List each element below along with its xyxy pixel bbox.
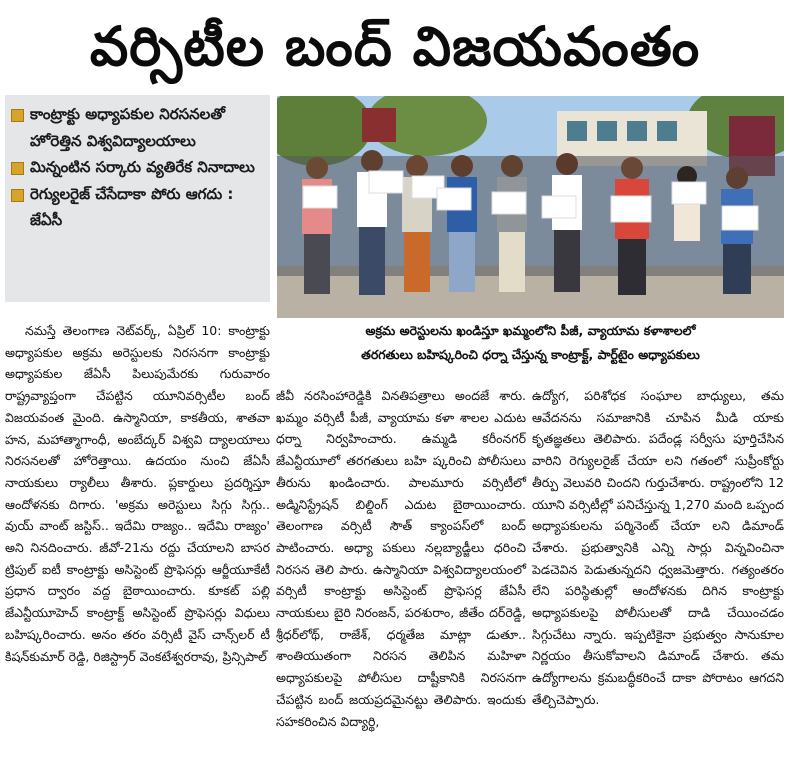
placard [672, 182, 706, 204]
highlight-text: కాంట్రాక్టు అధ్యాపకుల నిరసనలతో హోరెత్తిన విశ్వవిద్యాలయాలు [30, 105, 225, 150]
placard [611, 196, 651, 222]
placard [492, 192, 526, 214]
placard [542, 196, 576, 218]
highlight-item [11, 101, 264, 154]
headline: వర్సిటీల బంద్ విజయవంతం [89, 15, 701, 78]
highlight-text: రెగ్యులరైజ్ చేసేదాకా పోరు ఆగదు : జేఏసీ [30, 184, 234, 229]
highlight-text: మిన్నంటిన సర్కారు వ్యతిరేక నినాదాలు [30, 158, 255, 176]
placard [722, 206, 758, 230]
highlight-item [11, 181, 264, 234]
square-bullet-icon [11, 109, 24, 122]
article-text: ఉద్యోగ, పరిశోధక సంఘాల బాధ్యులు, తమ ఆవేదనను సమాజానికి చూపిన మీడి యాకు కృతజ్ఞతలు తెలిపారు. పదేండ్ల సర్వీసు పూర్తిచేసిన వారిని రెగ్యులరైజ్ చేయా లని గతంలో సుప్రీంకోర్టు తీర్పు వెలువరి చిందని గుర్తుచేశారు. రాష్ట్రంలోని 12 యూని వర్సిటీల్లో పనిచేస్తున్న 1,270 మంది ఒప్పంద అధ్యాపకులను పర్మినెంట్ చేయా లని డిమాండ్ చేశారు. ప్రభుత్వానికి ఎన్ని సార్లు విన్నవించినా పెడచెవిన పెడుతున్నదని ధ్వజమెత్తారు. గత్యంతరం లేని పరిస్థితుల్లో ఆందోళనకు దిగిన కాంట్రాక్టు అధ్యాపకులపై పోలీసులతో దాడి చేయించడం సిగ్గుచేటు న్నారు. ఇప్పటికైనా ప్రభుత్వం సానుకూల నిర్ణయం తీసుకోవాలని డిమాండ్ చేశారు. తమ ఉద్యోగాలను క్రమబద్ధీకరించే దాకా పోరాటం ఆగదని తేల్చిచెప్పారు. [532, 388, 784, 707]
highlight-item [11, 154, 264, 181]
article-text: జీవీ నరసింహారెడ్డికి వినతిపత్రాలు అందజే శారు. ఖమ్మం వర్సిటీ పీజీ, వ్యాయామ కళా శాలల ఎదుట ధర్నా నిర్వహించారు. ఉమ్మడి కరీంనగర్ జేఎన్టీయూలో తరగతులు బహి ష్కరించి పోలీసులు తీరును ఖండించారు. పాలమూరు వర్సిటీలో అడ్మినిస్ట్రేషన్ బిల్డింగ్ ఎదుట బైఠాయించారు. తెలంగాణ వర్సిటీ సౌత్ క్యాంపస్‌లో బంద్ పాటించారు. అధ్యా పకులు నల్లబ్యాడ్జీలు ధరించి నిరసన తెలి పారు. ఉస్మానియా విశ్వవిద్యాలయంలో వర్సిటీ కాంట్రాక్టు అసిస్టెంట్ ప్రొఫెసర్ల జేఏసీ నాయకులు బైరి నిరంజన్, పరశురాం, జీతేం దర్‌రెడ్డి, శ్రీధర్‌లోథ్, రాజేశ్, ధర్మతేజ మాట్లా డుతూ.. శాంతియుతంగా నిరసన తెలిపిన మహిళా అధ్యాపకులపై పోలీసుల దాష్టీకానికి నిరసనగా చేపట్టిన బంద్ జయప్రదమైనట్టు తెలిపారు. ఇందుకు సహకరించిన విద్యార్థి, [276, 388, 526, 729]
caption-line: తరగతులు బహిష్కరించి ధర్నా చేస్తున్న కాంట్రాక్ట్, పార్ట్‌టైం అధ్యాపకులు [361, 347, 700, 362]
square-bullet-icon [11, 189, 24, 202]
protest-photo-illustration [277, 96, 784, 318]
article-text: నమస్తే తెలంగాణ నెట్‌వర్క్, ఏప్రిల్ 10: కాంట్రాక్టు అధ్యాపకుల అక్రమ అరెస్టులకు నిరసనగా కాంట్రాక్టు అధ్యాపకుల జేఏసీ పిలుపుమేరకు గురువారం రాష్ట్రవ్యాప్తంగా చేపట్టిన యూనివర్సిటీల బంద్ విజయవంత మైంది. ఉస్మానియా, కాకతీయ, శాతవా హన, మహాత్మాగాంధీ, అంబేద్కర్ విశ్వవి ద్యాలయాలు నిరసనలతో హోరెత్తాయి. ఉదయం నుంచి జేఏసీ నాయకులు ర్యాలీలు తీశారు. ప్లకార్డులు ప్రదర్శిస్తూ ఆందోళనకు దిగారు. 'అక్రమ అరెస్టులు సిగ్గు సిగ్గు.. వుయ్ వాంట్ జస్టిస్.. ఇదేమి రాజ్యం.. ఇదేమి రాజ్యం' అని నినదించారు. జీవో-21ను రద్దు చేయాలని బాసర ట్రిపుల్ ఐటీ కాంట్రాక్టు అసిస్టెంట్ ప్రొఫెసర్లు ఆర్జీయూకేటీ ప్రధాన ద్వారం వద్ద బైఠాయించారు. కూకట్ పల్లి జేఎన్టీయూహెచ్ కాంట్రాక్ట్ అసిస్టెంట్ ప్రొఫెసర్లు విధులు బహిష్కరించారు. అనం తరం వర్సిటీ వైస్ చాన్స్‌లర్ టీ కిషన్‌కుమార్ రెడ్డి, రిజిస్ట్రార్ వెంకటేశ్వరరావు, ప్రిన్సిపాల్ [5, 323, 270, 664]
highlights-box [5, 95, 270, 302]
placard [303, 186, 337, 208]
placard [369, 171, 403, 193]
article-column-1 [5, 320, 270, 667]
square-bullet-icon [11, 162, 24, 175]
article-column-2 [276, 385, 526, 732]
article-column-3 [532, 385, 784, 711]
placard [437, 188, 471, 210]
protest-photo [277, 96, 784, 318]
photo-caption [277, 319, 784, 367]
caption-line: అక్రమ అరెస్టులను ఖండిస్తూ ఖమ్మంలోని పీజీ, వ్యాయామ కళాశాలలో [365, 323, 696, 338]
